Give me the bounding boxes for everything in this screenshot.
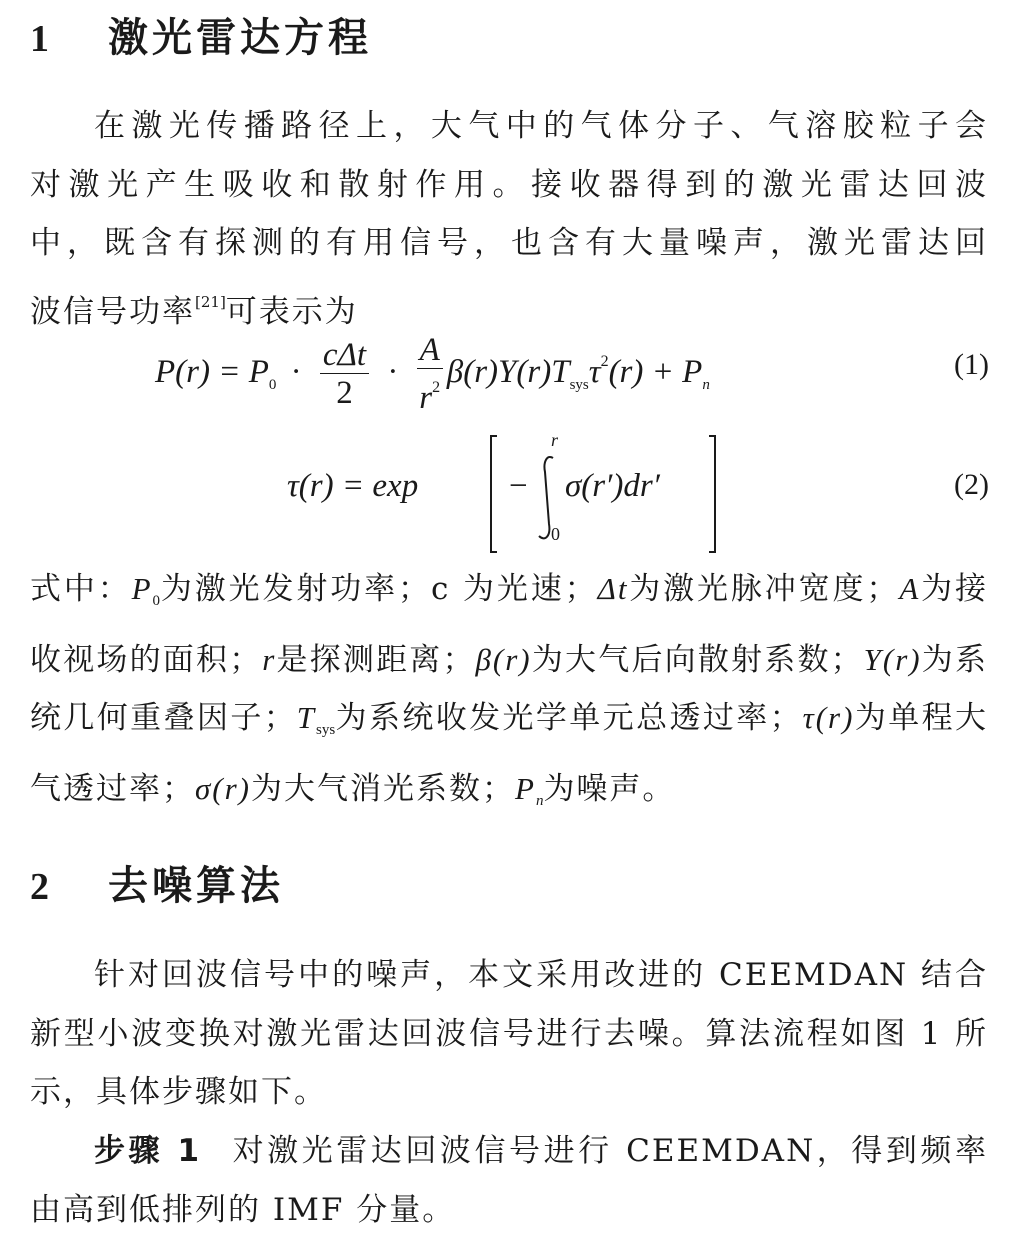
where-t3: 为接收视场的面积； xyxy=(30,571,989,678)
eq1-tau-sup: 2 xyxy=(600,353,609,371)
var-dt: Δt xyxy=(597,571,629,606)
where-t2: 为激光脉冲宽度； xyxy=(628,571,900,607)
eq1-tau: τ xyxy=(588,354,601,391)
eq2-minus: − xyxy=(509,468,528,504)
para1-line2: 对激光产生吸收和散射作用。接收器得到的激光雷达回波 xyxy=(30,166,988,203)
section-title: 激光雷达方程 xyxy=(108,15,372,61)
para1-line1: 在激光传播路径上，大气中的气体分子、气溶胶粒子会 xyxy=(94,108,988,144)
section-number: 2 xyxy=(30,866,49,908)
eq1-frac2-den-sup: 2 xyxy=(432,379,441,396)
eq1-lhs: P(r) = P xyxy=(155,354,269,391)
eq1-frac2-den: r xyxy=(419,380,433,416)
var-t: T xyxy=(296,700,316,735)
where-t8: 为单程大气透过率； xyxy=(30,700,989,807)
var-y: Y(r) xyxy=(863,641,922,677)
section-heading-1 xyxy=(30,14,372,63)
intro-paragraph xyxy=(30,97,988,341)
eq1-pn-sub: n xyxy=(702,377,710,394)
step-label: 步骤 1 xyxy=(94,1133,202,1169)
eq1-mid: β(r)Y(r)T xyxy=(446,354,570,391)
eq1-frac1-num: cΔt xyxy=(320,337,369,374)
var-t-sub: sys xyxy=(315,722,336,738)
right-bracket xyxy=(709,436,715,552)
section-number: 1 xyxy=(30,18,49,60)
equation-1 xyxy=(155,332,710,417)
para1-line3: 中，既含有探测的有用信号，也含有大量噪声，激光雷达回 xyxy=(30,225,988,261)
var-pn: P xyxy=(515,770,536,806)
var-p0: P xyxy=(131,571,153,606)
eq1-frac2 xyxy=(417,332,443,417)
eq1-dot2: · xyxy=(387,354,399,391)
eq1-tail: (r) + P xyxy=(608,354,703,391)
eq2-upper-limit: r xyxy=(551,430,559,450)
eq1-dot1: · xyxy=(290,354,302,391)
eq1-frac1 xyxy=(320,337,369,412)
where-t7: 为系统收发光学单元总透过率； xyxy=(335,700,803,736)
variable-definitions xyxy=(30,560,988,830)
var-a: A xyxy=(899,571,921,606)
equation-1-number: (1) xyxy=(954,348,989,381)
eq2-lhs: τ(r) = exp xyxy=(287,468,419,504)
citation: [21] xyxy=(195,292,226,311)
left-bracket xyxy=(491,436,497,552)
step-1-paragraph xyxy=(30,1122,988,1239)
var-pn-sub: n xyxy=(535,792,544,809)
eq1-frac1-den: 2 xyxy=(336,375,353,411)
where-t5: 为大气后向散射系数； xyxy=(531,641,864,678)
var-sigma: σ(r) xyxy=(195,770,251,806)
eq2-lower-limit: 0 xyxy=(551,524,560,544)
eq1-p0-sub: 0 xyxy=(268,377,277,394)
where-t10: 为噪声。 xyxy=(543,770,676,807)
section-heading-2 xyxy=(30,862,284,911)
where-t9: 为大气消光系数； xyxy=(251,770,515,807)
eq1-tsys-sub: sys xyxy=(569,377,589,394)
equation-2-number: (2) xyxy=(954,468,989,501)
step-text: 对激光雷达回波信号进行 CEEMDAN，得到频率由高到低排列的 IMF 分量。 xyxy=(30,1133,988,1228)
eq2-integrand: σ(r′)dr′ xyxy=(565,468,660,504)
eq1-frac2-den-wrap xyxy=(417,369,443,417)
para1-line4b: 可表示为 xyxy=(225,293,358,330)
section-title: 去噪算法 xyxy=(108,863,284,909)
var-p0-sub: 0 xyxy=(152,593,161,609)
where-prefix: 式中： xyxy=(30,571,132,607)
where-t1: 为激光发射功率；c 为光速； xyxy=(160,571,598,607)
where-t6: 为系统几何重叠因子； xyxy=(30,641,989,736)
var-r: r xyxy=(262,641,277,677)
var-beta: β(r) xyxy=(475,641,532,677)
where-t4: 是探测距离； xyxy=(276,641,476,678)
para1-line4a: 波信号功率 xyxy=(30,293,195,330)
para1-line4 xyxy=(30,273,988,342)
eq1-frac2-num: A xyxy=(417,332,443,369)
var-tau: τ(r) xyxy=(802,700,855,735)
algorithm-paragraph: 针对回波信号中的噪声，本文采用改进的 CEEMDAN 结合新型小波变换对激光雷达回波信号进行去噪。算法流程如图 1 所示，具体步骤如下。 xyxy=(30,957,988,1110)
